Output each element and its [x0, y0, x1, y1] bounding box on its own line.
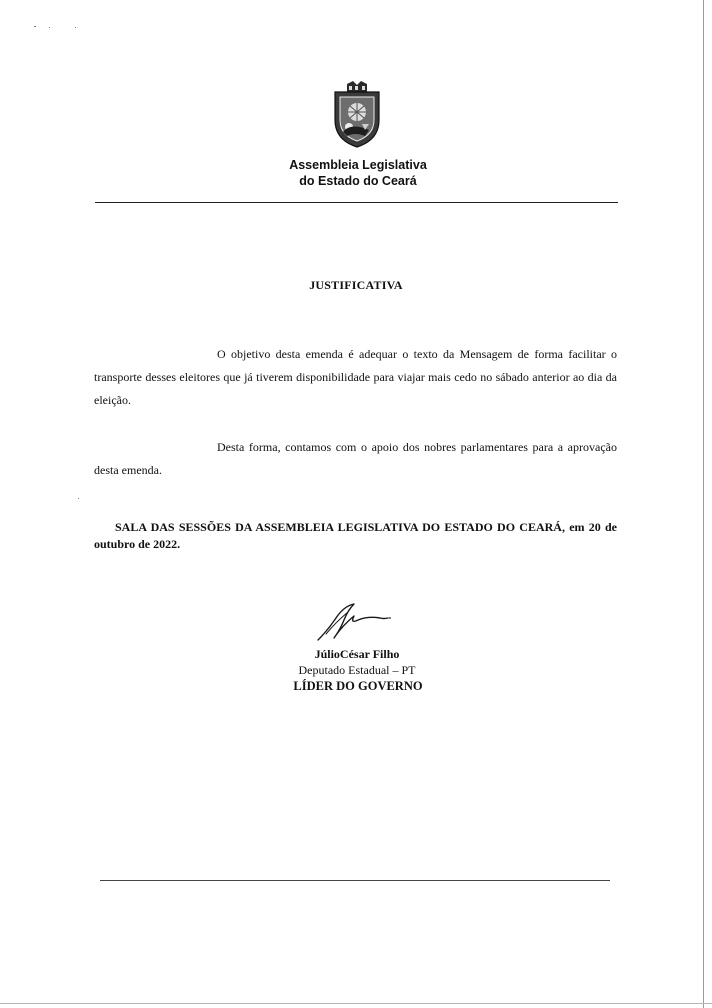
scan-speck: [34, 26, 36, 27]
state-coat-of-arms-icon: [329, 80, 385, 148]
scan-speck: [78, 498, 79, 499]
paragraph-text: Desta forma, contamos com o apoio dos nobres parlamentares para a aprovação desta emenda.: [94, 440, 617, 477]
signer-name: JúlioCésar Filho: [314, 647, 400, 661]
institution-name: [0, 157, 712, 189]
signature-block: [0, 646, 712, 694]
handwritten-signature: [314, 600, 394, 644]
justification-paragraph-1: [94, 343, 617, 412]
signer-position: LÍDER DO GOVERNO: [293, 679, 423, 693]
justification-paragraph-2: [94, 436, 617, 482]
institution-line-2: do Estado do Ceará: [299, 174, 417, 188]
paragraph-text: O objetivo desta emenda é adequar o texto da Mensagem de forma facilitar o transporte desses eleitores que já tiverem disponibilidade para viajar mais cedo no sábado anterior ao dia da eleição.: [94, 347, 617, 407]
scan-speck: [49, 27, 50, 28]
scan-speck: [75, 27, 76, 28]
closing-statement: [94, 519, 617, 553]
header-divider: [95, 202, 618, 203]
institution-line-1: Assembleia Legislativa: [289, 158, 427, 172]
footer-divider: [100, 880, 610, 881]
page-bottom-edge: [0, 1003, 712, 1004]
signer-role: Deputado Estadual – PT: [298, 663, 416, 677]
page-edge: [703, 0, 704, 1008]
document-title: JUSTIFICATIVA: [309, 278, 403, 292]
closing-text: SALA DAS SESSÕES DA ASSEMBLEIA LEGISLATIVA DO ESTADO DO CEARÁ, em 20 de outubro de 2022.: [94, 520, 617, 551]
